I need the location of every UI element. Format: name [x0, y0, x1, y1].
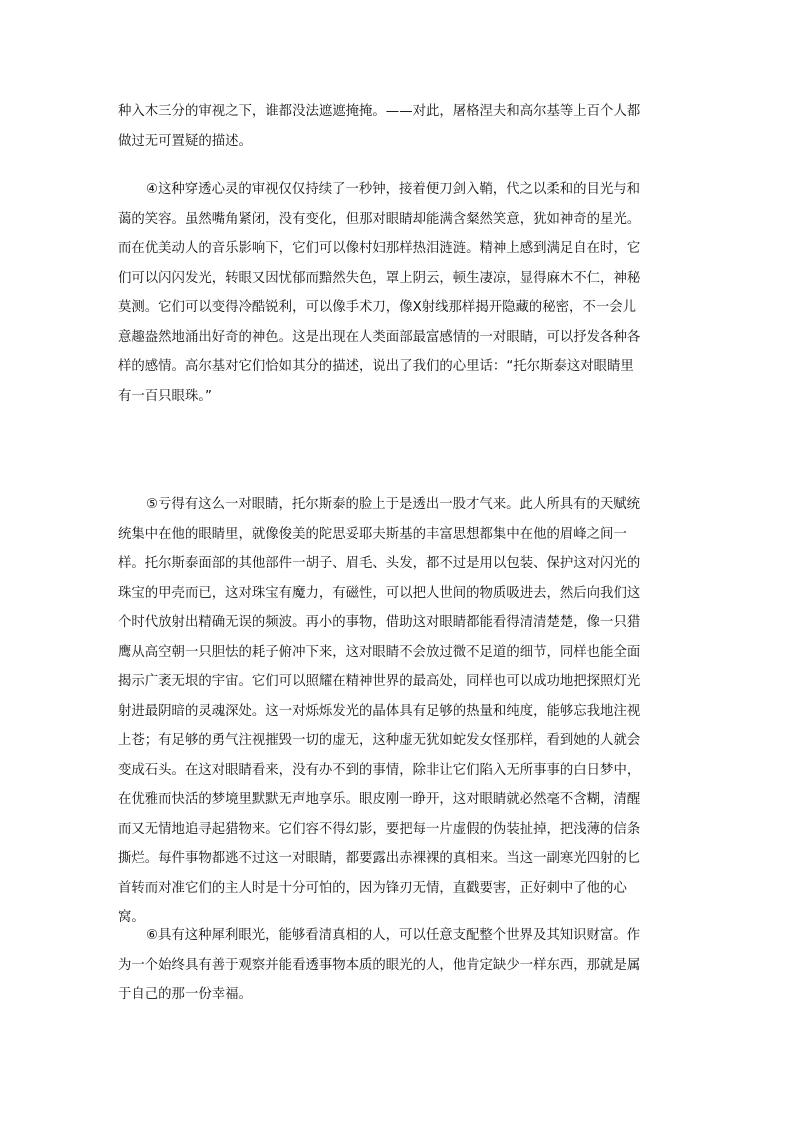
text-line: 鹰从高空朝一只胆怯的耗子俯冲下来，这对眼睛不会放过微不足道的细节，同样也能全面 [118, 644, 641, 660]
text-line: 首转而对准它们的主人时是十分可怕的，因为锋刃无情，直戳要害，正好刺中了他的心 [118, 880, 627, 896]
text-line: ⑥具有这种犀利眼光，能够看清真相的人，可以任意支配整个世界及其知识财富。作 [146, 928, 641, 943]
text-line: 为一个始终具有善于观察并能看透事物本质的眼光的人，他肯定缺少一样东西，那就是属 [118, 957, 641, 973]
text-line: 个时代放射出精确无误的频波。再小的事物，借助这对眼睛都能看得清清楚楚，像一只猎 [118, 615, 641, 630]
text-line: 种入木三分的审视之下，谁都没法遮遮掩掩。——对此，屠格涅夫和高尔基等上百个人都 [118, 104, 641, 119]
paragraph-5 [118, 490, 678, 933]
text-line: 样的感情。高尔基对它们恰如其分的描述，说出了我们的心里话：“托尔斯泰这对眼睛里 [118, 359, 634, 374]
text-line: 莫测。它们可以变得冷酷锐利，可以像手术刀，像X射线那样揭开隐藏的秘密，不一会儿 [118, 300, 637, 315]
text-line: 蔼的笑容。虽然嘴角紧闭，没有变化，但那对眼睛却能满含粲然笑意，犹如神奇的星光。 [118, 211, 641, 227]
text-line: 窝。 [118, 910, 145, 925]
text-line: 射进最阴暗的灵魂深处。这一对烁烁发光的晶体具有足够的热量和纯度，能够忘我地注视 [118, 703, 641, 719]
text-line: 揭示广袤无垠的宇宙。它们可以照耀在精神世界的最高处，同样也可以成功地把探照灯光 [118, 674, 641, 689]
text-line: 在优雅而快活的梦境里默默无声地享乐。眼皮刚一睁开，这对眼睛就必然毫不含糊，清醒 [118, 792, 641, 807]
paragraph-4 [118, 175, 678, 411]
text-line: 意趣盎然地涌出好奇的神色。这是出现在人类面部最富感情的一对眼睛，可以抒发各种各 [118, 329, 641, 345]
text-line: 撕烂。每件事物都逃不过这一对眼睛，都要露出赤裸裸的真相来。当这一副寒光四射的匕 [118, 851, 641, 866]
text-line: 样。托尔斯泰面部的其他部件一胡子、眉毛、头发，都不过是用以包装、保护这对闪光的 [118, 556, 641, 571]
text-line: 统集中在他的眼睛里，就像俊美的陀思妥耶夫斯基的丰富思想都集中在他的眉峰之间一 [118, 526, 627, 542]
paragraph-6 [118, 921, 678, 1010]
text-line: 上苍；有足够的勇气注视摧毁一切的虚无，这种虚无犹如蛇发女怪那样，看到她的人就会 [118, 733, 641, 748]
paragraph-1 [118, 97, 678, 156]
text-line: 变成石头。在这对眼睛看来，没有办不到的事情，除非让它们陷入无所事事的白日梦中， [118, 762, 641, 778]
text-line: 有一百只眼珠。” [118, 388, 212, 404]
text-line: 而在优美动人的音乐影响下，它们可以像村妇那样热泪涟涟。精神上感到满足自在时，它 [118, 241, 641, 256]
text-line: ④这种穿透心灵的审视仅仅持续了一秒钟，接着便刀剑入鞘，代之以柔和的目光与和 [146, 182, 641, 197]
text-line: 于自己的那一份幸福。 [118, 987, 252, 1002]
text-line: 而又无情地追寻起猎物来。它们容不得幻影，要把每一片虚假的伪装扯掉，把浅薄的信条 [118, 821, 641, 837]
text-line: 们可以闪闪发光，转眼又因忧郁而黯然失色，罩上阴云，顿生凄凉，显得麻木不仁，神秘 [118, 270, 641, 286]
text-line: 做过无可置疑的描述。 [118, 133, 252, 149]
text-line: ⑤亏得有这么一对眼睛，托尔斯泰的脸上于是透出一股才气来。此人所具有的天赋统 [146, 497, 641, 512]
text-line: 珠宝的甲壳而已，这对珠宝有魔力，有磁性，可以把人世间的物质吸进去，然后向我们这 [118, 585, 641, 601]
